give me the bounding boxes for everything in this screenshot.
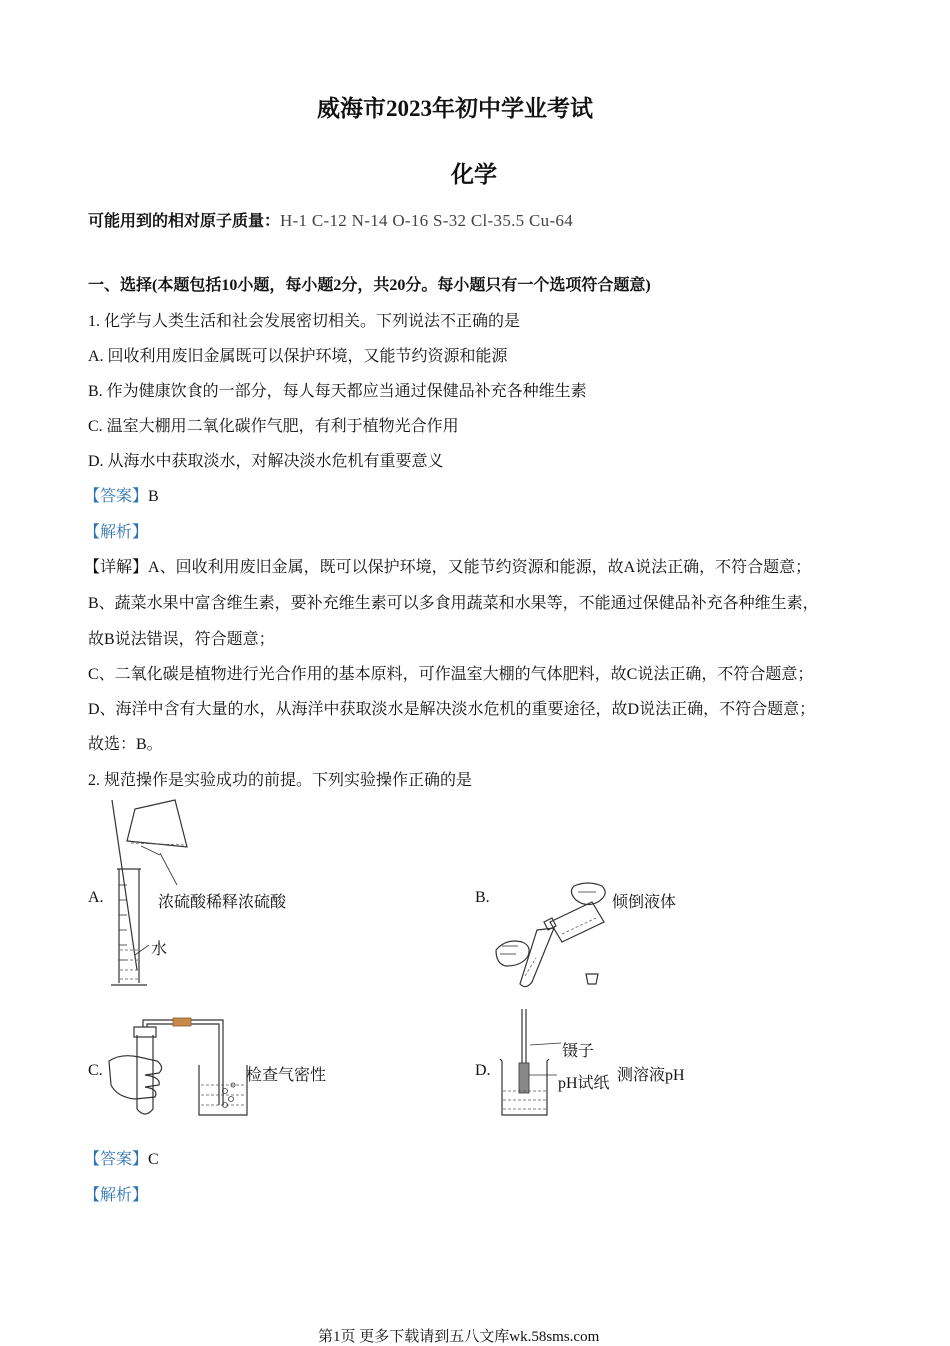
ph-paper-label: pH试纸 <box>558 1075 610 1092</box>
water-label: 水 <box>151 941 168 958</box>
q1-answer <box>84 483 159 506</box>
answer-tag: 【答案】 <box>84 488 149 505</box>
q2-option-c-letter: C. <box>88 1062 103 1079</box>
q1-option-c: C. 温室大棚用二氧化碳作气肥，有利于植物光合作用 <box>88 418 459 435</box>
q1-detail-line: 故选：B。 <box>88 736 163 753</box>
q2-option-d-letter: D. <box>475 1062 491 1079</box>
q2-option-a-caption: 浓硫酸稀释浓硫酸 <box>158 894 287 911</box>
q1-detail-line: D、海洋中含有大量的水，从海洋中获取淡水是解决淡水危机的重要途径，故D说法正确，不符合题意； <box>88 701 816 718</box>
q1-detail-line: C、二氧化碳是植物进行光合作用的基本原料，可作温室大棚的气体肥料，故C说法正确，不符合题意； <box>88 666 814 683</box>
detail-tag: 【详解】 <box>84 559 149 576</box>
atomic-mass-values: H-1 C-12 N-14 O-16 S-32 Cl-35.5 Cu-64 <box>280 211 574 230</box>
q1-option-b: B. 作为健康饮食的一部分，每人每天都应当通过保健品补充各种维生素 <box>88 383 587 400</box>
ph-test-diagram <box>495 1005 575 1120</box>
answer-tag: 【答案】 <box>84 1151 149 1168</box>
q1-option-a: A. 回收利用废旧金属既可以保护环境，又能节约资源和能源 <box>88 348 508 365</box>
q2-option-b-caption: 倾倒液体 <box>612 894 677 911</box>
answer-value: C <box>148 1151 159 1168</box>
pouring-liquid-diagram <box>492 880 612 990</box>
section-heading: 一、选择(本题包括10小题，每小题2分，共20分。每小题只有一个选项符合题意) <box>88 277 651 294</box>
airtightness-check-diagram <box>105 1005 245 1120</box>
q2-option-a-letter: A. <box>88 889 104 906</box>
q1-detail-line: B、蔬菜水果中富含维生素，要补充维生素可以多食用蔬菜和水果等，不能通过保健品补充各种维生素， <box>88 595 819 612</box>
atomic-mass-label: 可能用到的相对原子质量： <box>88 213 281 230</box>
q1-analysis-tag: 【解析】 <box>84 524 149 541</box>
q1-detail-line: 故B说法错误，符合题意； <box>88 631 275 648</box>
subject-title: 化学 <box>451 162 497 187</box>
q2-answer <box>84 1146 159 1169</box>
q1-option-d: D. 从海水中获取淡水，对解决淡水危机有重要意义 <box>88 453 444 470</box>
q1-stem: 1. 化学与人类生活和社会发展密切相关。下列说法不正确的是 <box>88 313 521 330</box>
tweezers-label: 镊子 <box>562 1043 595 1060</box>
detail-text: A、回收利用废旧金属，既可以保护环境，又能节约资源和能源，故A说法正确，不符合题意； <box>148 559 812 576</box>
answer-value: B <box>148 488 159 505</box>
q2-option-d-caption: 测溶液pH <box>617 1067 685 1084</box>
q2-option-b-letter: B. <box>475 889 490 906</box>
atomic-mass-line <box>88 208 573 231</box>
q2-option-c-caption: 检查气密性 <box>246 1067 327 1084</box>
page-footer: 第1页 更多下载请到五八文库wk.58sms.com <box>318 1329 600 1345</box>
page-title: 威海市2023年初中学业考试 <box>317 96 593 121</box>
q2-stem: 2. 规范操作是实验成功的前提。下列实验操作正确的是 <box>88 772 473 789</box>
q1-detail-line <box>84 554 811 577</box>
q2-analysis-tag: 【解析】 <box>84 1187 149 1204</box>
